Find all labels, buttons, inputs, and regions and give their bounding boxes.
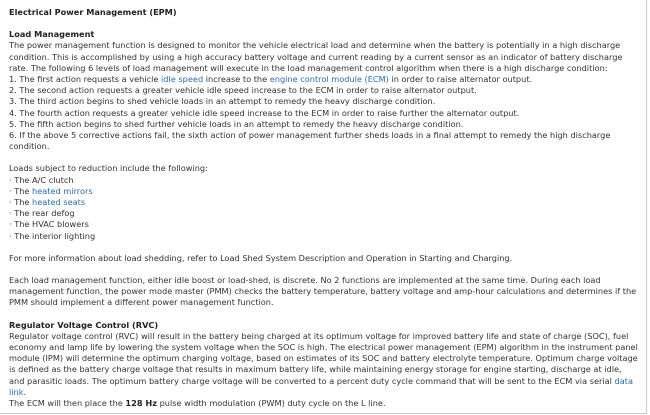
load-management-intro: The power management function is designed to monitor the vehicle electrical load and determine when the battery is potentially in a high discharge condition. This is accomplished by using a high accuracy battery voltage and current reading by a current sensor as an indicator of battery discharge rate. The following 6 levels of load management will execute in the load management control algorithm when there is a high discharge condition: bbox=[9, 40, 623, 73]
idle-boost-paragraph: Each load management function, either idle boost or load-shed, is discrete. No 2 functions are implemented at the same time. During each load management function, the power mode master (PMM) checks the battery temperature, battery voltage and amp-hour calculations and determines if the PMM should implement a different power management function. bbox=[9, 275, 637, 308]
section-heading-rvc: Regulator Voltage Control (RVC) bbox=[9, 319, 159, 330]
heated-mirrors-link[interactable]: heated mirrors bbox=[32, 185, 93, 196]
frequency-value: 128 Hz bbox=[125, 398, 157, 409]
list-item-heated-mirrors: · The heated mirrors bbox=[9, 185, 93, 196]
list-item-step-2: 2. The second action requests a greater vehicle idle speed increase to the ECM in order to raise alternator output. bbox=[9, 85, 477, 96]
ecm-link[interactable]: engine control module (ECM) bbox=[269, 74, 389, 85]
data-link-link[interactable]: data link bbox=[9, 375, 633, 397]
list-item-step-6: 6. If the above 5 corrective actions fail, the sixth action of power management further sheds loads in a final attempt to remedy the high discharge condition. bbox=[9, 130, 611, 152]
section-heading-load-management: Load Management bbox=[9, 29, 95, 40]
list-item-hvac-blowers: · The HVAC blowers bbox=[9, 219, 89, 230]
loads-intro: Loads subject to reduction include the following: bbox=[9, 163, 208, 174]
rvc-paragraph: Regulator voltage control (RVC) will result in the battery being charged at its optimum voltage for improved battery life and state of charge (SOC), fuel economy and lamp life by lowering the system voltage when the SOC is high. The electrical power management (EPM) algorithm in the instrument panel module (IPM) will determine the optimum charging voltage, based on estimates of its SOC and battery electrolyte temperature. Optimum charge voltage is defined as the battery charge voltage that results in maximum battery life, while maintaining energy storage for engine starting, discharge at idle, and parasitic loads. The optimum battery charge voltage will be converted to a percent duty cycle command that will be sent to the ECM via serial data link. The ECM will then place the 128 Hz pulse width modulation (PWM) duty cycle on the L line. bbox=[9, 330, 638, 409]
list-item-rear-defog: · The rear defog bbox=[9, 208, 75, 219]
list-item-heated-seats: · The heated seats bbox=[9, 197, 86, 208]
document bbox=[9, 7, 639, 409]
idle-speed-link[interactable]: idle speed bbox=[161, 74, 204, 85]
more-info-paragraph: For more information about load shedding, refer to Load Shed System Description and Operation in Starting and Charging. bbox=[9, 252, 513, 263]
list-item-step-4: 4. The fourth action requests a greater vehicle idle speed increase to the ECM in order to raise further the alternator output. bbox=[9, 107, 520, 118]
list-item-interior-lighting: · The interior lighting bbox=[9, 230, 96, 241]
page-title: Electrical Power Management (EPM) bbox=[9, 7, 177, 17]
list-item-step-1: 1. The first action requests a vehicle idle speed increase to the engine control module (ECM) in order to raise alternator output. bbox=[9, 74, 533, 85]
list-item-step-3: 3. The third action begins to shed vehicle loads in an attempt to remedy the heavy discharge condition. bbox=[9, 96, 436, 107]
heated-seats-link[interactable]: heated seats bbox=[32, 197, 86, 208]
list-item-step-5: 5. The fifth action begins to shed further vehicle loads in an attempt to remedy the heavy discharge condition. bbox=[9, 118, 464, 129]
list-item-ac-clutch: · The A/C clutch bbox=[9, 174, 74, 185]
